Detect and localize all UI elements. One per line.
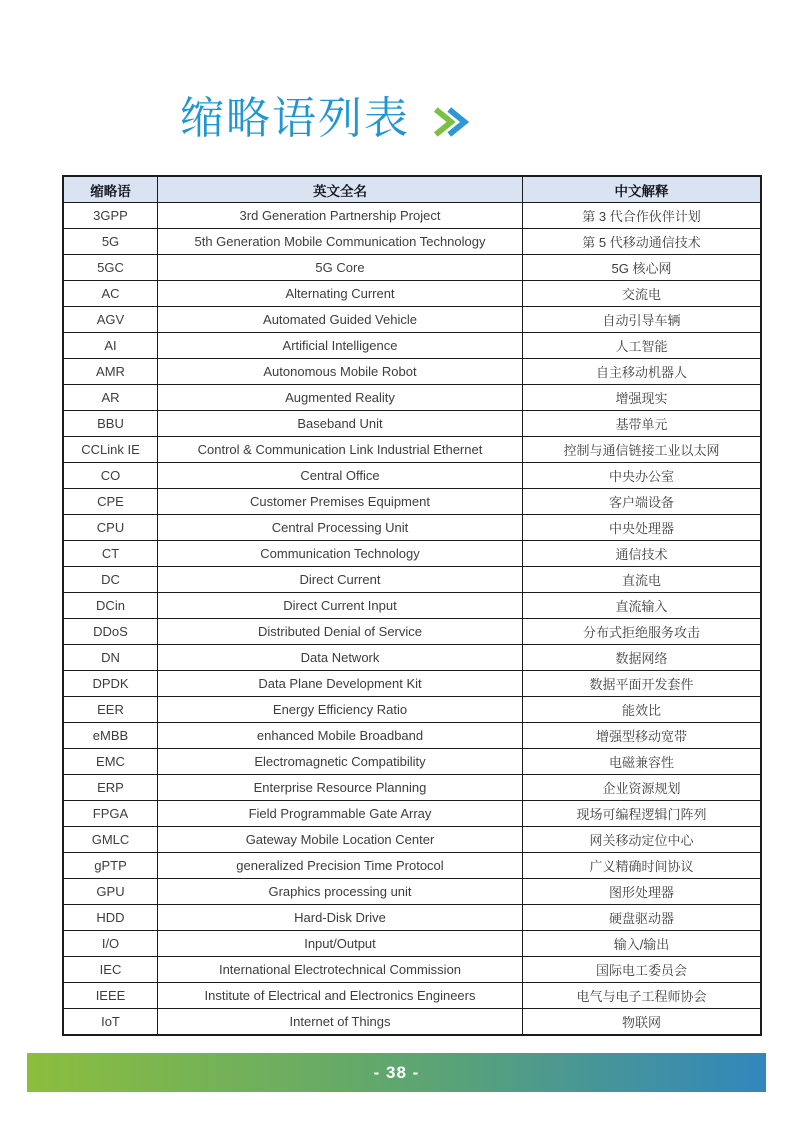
abbreviation-cell: CPU [63, 515, 158, 541]
chinese-explanation-cell: 自动引导车辆 [523, 307, 762, 333]
chinese-explanation-cell: 增强型移动宽带 [523, 723, 762, 749]
chinese-explanation-cell: 现场可编程逻辑门阵列 [523, 801, 762, 827]
english-name-cell: Customer Premises Equipment [158, 489, 523, 515]
col-header-abbreviation: 缩略语 [63, 176, 158, 203]
chinese-explanation-cell: 客户端设备 [523, 489, 762, 515]
table-row [63, 827, 761, 853]
english-name-cell: Internet of Things [158, 1009, 523, 1036]
abbreviation-cell: IEC [63, 957, 158, 983]
abbreviation-table-body [63, 203, 761, 1036]
abbreviation-cell: IoT [63, 1009, 158, 1036]
table-row [63, 203, 761, 229]
page-number: - 38 - [373, 1062, 420, 1082]
table-row [63, 775, 761, 801]
chinese-explanation-cell: 直流电 [523, 567, 762, 593]
english-name-cell: Augmented Reality [158, 385, 523, 411]
chinese-explanation-cell: 人工智能 [523, 333, 762, 359]
page-footer-bar [27, 1053, 766, 1092]
chinese-explanation-cell: 图形处理器 [523, 879, 762, 905]
english-name-cell: 5G Core [158, 255, 523, 281]
table-row [63, 619, 761, 645]
chinese-explanation-cell: 5G 核心网 [523, 255, 762, 281]
abbreviation-cell: CT [63, 541, 158, 567]
chinese-explanation-cell: 国际电工委员会 [523, 957, 762, 983]
table-row [63, 593, 761, 619]
abbreviation-cell: IEEE [63, 983, 158, 1009]
table-row [63, 853, 761, 879]
abbreviation-cell: AMR [63, 359, 158, 385]
english-name-cell: Direct Current Input [158, 593, 523, 619]
abbreviation-cell: GMLC [63, 827, 158, 853]
chinese-explanation-cell: 基带单元 [523, 411, 762, 437]
chinese-explanation-cell: 硬盘驱动器 [523, 905, 762, 931]
english-name-cell: Alternating Current [158, 281, 523, 307]
english-name-cell: Data Network [158, 645, 523, 671]
abbreviation-cell: EER [63, 697, 158, 723]
col-header-chinese-explanation: 中文解释 [523, 176, 762, 203]
table-row [63, 931, 761, 957]
english-name-cell: Communication Technology [158, 541, 523, 567]
abbreviation-cell: DC [63, 567, 158, 593]
double-chevron-icon [430, 104, 480, 140]
table-row [63, 905, 761, 931]
col-header-english-full-name: 英文全名 [158, 176, 523, 203]
table-row [63, 307, 761, 333]
chinese-explanation-cell: 增强现实 [523, 385, 762, 411]
english-name-cell: Graphics processing unit [158, 879, 523, 905]
table-row [63, 697, 761, 723]
english-name-cell: Artificial Intelligence [158, 333, 523, 359]
page-title: 缩略语列表 [180, 94, 410, 143]
chinese-explanation-cell: 物联网 [523, 1009, 762, 1036]
abbreviation-cell: I/O [63, 931, 158, 957]
chinese-explanation-cell: 通信技术 [523, 541, 762, 567]
abbreviation-cell: EMC [63, 749, 158, 775]
table-header-row [63, 176, 761, 203]
table-row [63, 281, 761, 307]
table-row [63, 489, 761, 515]
table-row [63, 463, 761, 489]
english-name-cell: Autonomous Mobile Robot [158, 359, 523, 385]
chinese-explanation-cell: 能效比 [523, 697, 762, 723]
abbreviation-table [62, 175, 762, 1036]
chinese-explanation-cell: 网关移动定位中心 [523, 827, 762, 853]
abbreviation-cell: AC [63, 281, 158, 307]
chinese-explanation-cell: 第 5 代移动通信技术 [523, 229, 762, 255]
abbreviation-cell: AGV [63, 307, 158, 333]
abbreviation-cell: FPGA [63, 801, 158, 827]
english-name-cell: Electromagnetic Compatibility [158, 749, 523, 775]
chinese-explanation-cell: 数据网络 [523, 645, 762, 671]
abbreviation-cell: AR [63, 385, 158, 411]
english-name-cell: Institute of Electrical and Electronics Engineers [158, 983, 523, 1009]
english-name-cell: Baseband Unit [158, 411, 523, 437]
english-name-cell: Field Programmable Gate Array [158, 801, 523, 827]
chinese-explanation-cell: 控制与通信链接工业以太网 [523, 437, 762, 463]
page-header [180, 94, 480, 145]
english-name-cell: Enterprise Resource Planning [158, 775, 523, 801]
chinese-explanation-cell: 自主移动机器人 [523, 359, 762, 385]
chinese-explanation-cell: 广义精确时间协议 [523, 853, 762, 879]
chinese-explanation-cell: 中央处理器 [523, 515, 762, 541]
table-row [63, 515, 761, 541]
abbreviation-cell: DDoS [63, 619, 158, 645]
abbreviation-cell: GPU [63, 879, 158, 905]
table-row [63, 1009, 761, 1036]
abbreviation-cell: ERP [63, 775, 158, 801]
english-name-cell: Central Processing Unit [158, 515, 523, 541]
chinese-explanation-cell: 电磁兼容性 [523, 749, 762, 775]
table-row [63, 957, 761, 983]
english-name-cell: Distributed Denial of Service [158, 619, 523, 645]
abbreviation-cell: AI [63, 333, 158, 359]
table-row [63, 567, 761, 593]
table-row [63, 255, 761, 281]
english-name-cell: generalized Precision Time Protocol [158, 853, 523, 879]
abbreviation-cell: 3GPP [63, 203, 158, 229]
table-row [63, 411, 761, 437]
chinese-explanation-cell: 直流输入 [523, 593, 762, 619]
abbreviation-cell: CO [63, 463, 158, 489]
table-row [63, 333, 761, 359]
abbreviation-cell: 5G [63, 229, 158, 255]
table-row [63, 645, 761, 671]
english-name-cell: Automated Guided Vehicle [158, 307, 523, 333]
english-name-cell: enhanced Mobile Broadband [158, 723, 523, 749]
abbreviation-cell: eMBB [63, 723, 158, 749]
english-name-cell: Control & Communication Link Industrial Ethernet [158, 437, 523, 463]
chinese-explanation-cell: 数据平面开发套件 [523, 671, 762, 697]
english-name-cell: Direct Current [158, 567, 523, 593]
chinese-explanation-cell: 输入/输出 [523, 931, 762, 957]
abbreviation-cell: gPTP [63, 853, 158, 879]
english-name-cell: Hard-Disk Drive [158, 905, 523, 931]
table-row [63, 671, 761, 697]
table-row [63, 983, 761, 1009]
table-row [63, 723, 761, 749]
table-row [63, 437, 761, 463]
chinese-explanation-cell: 交流电 [523, 281, 762, 307]
table-row [63, 229, 761, 255]
abbreviation-cell: DCin [63, 593, 158, 619]
english-name-cell: Input/Output [158, 931, 523, 957]
abbreviation-cell: DN [63, 645, 158, 671]
table-row [63, 879, 761, 905]
abbreviation-cell: CPE [63, 489, 158, 515]
table-row [63, 359, 761, 385]
table-row [63, 541, 761, 567]
chinese-explanation-cell: 企业资源规划 [523, 775, 762, 801]
chinese-explanation-cell: 分布式拒绝服务攻击 [523, 619, 762, 645]
english-name-cell: International Electrotechnical Commission [158, 957, 523, 983]
english-name-cell: Gateway Mobile Location Center [158, 827, 523, 853]
abbreviation-cell: BBU [63, 411, 158, 437]
table-row [63, 801, 761, 827]
english-name-cell: Data Plane Development Kit [158, 671, 523, 697]
english-name-cell: Energy Efficiency Ratio [158, 697, 523, 723]
english-name-cell: 3rd Generation Partnership Project [158, 203, 523, 229]
table-row [63, 385, 761, 411]
abbreviation-cell: 5GC [63, 255, 158, 281]
english-name-cell: 5th Generation Mobile Communication Technology [158, 229, 523, 255]
chinese-explanation-cell: 第 3 代合作伙伴计划 [523, 203, 762, 229]
chinese-explanation-cell: 电气与电子工程师协会 [523, 983, 762, 1009]
table-row [63, 749, 761, 775]
english-name-cell: Central Office [158, 463, 523, 489]
chinese-explanation-cell: 中央办公室 [523, 463, 762, 489]
abbreviation-cell: HDD [63, 905, 158, 931]
abbreviation-cell: CCLink IE [63, 437, 158, 463]
abbreviation-cell: DPDK [63, 671, 158, 697]
